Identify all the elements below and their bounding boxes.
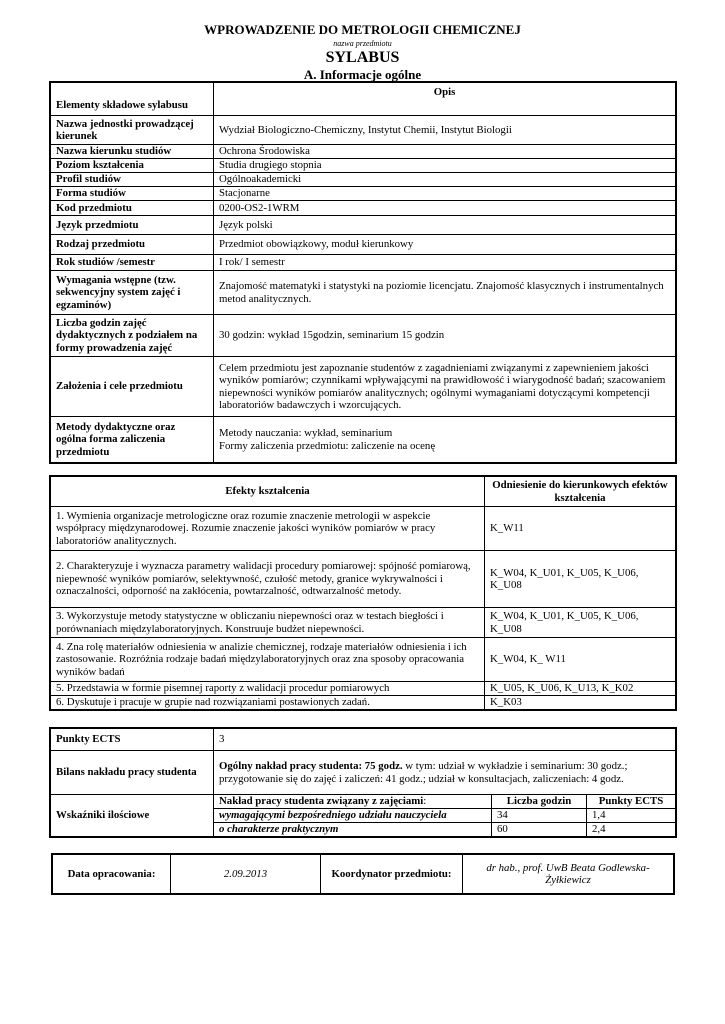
- header-cell: Odniesienie do kierunkowych efektów kształcenia: [485, 477, 676, 507]
- indicator-label: o charakterze praktycznym: [214, 823, 492, 837]
- outcome-text: 5. Przedstawia w formie pisemnej raporty z walidacji procedur pomiarowych: [51, 682, 485, 696]
- row-value: I rok/ I semestr: [214, 255, 676, 271]
- table-header-row: [51, 83, 676, 116]
- row-label: Nazwa kierunku studiów: [51, 145, 214, 159]
- outcome-text: 3. Wykorzystuje metody statystyczne w obliczaniu niepewności oraz w testach biegłości i porównaniach międzylaboratoryjnych. Konstruuje budżet niepewności.: [51, 608, 485, 638]
- row-value: Celem przedmiotu jest zapoznanie studentów z zagadnieniami związanymi z zapewnieniem jakości wyników pomiarów; czynnikami wpływającymi na prawidłowość i wiarygodność badań; szacowaniem niepewności wyników pomiarów analitycznych; ogólnymi wymaganiami dotyczącymi kompetencji laboratoriów badawczych i wzorcujących.: [214, 357, 676, 417]
- row-value: 0200-OS2-1WRM: [214, 201, 676, 216]
- indicator-hours: 60: [492, 823, 587, 837]
- table-row: [51, 255, 676, 271]
- outcome-text: 4. Zna rolę materiałów odniesienia w analizie chemicznej, rodzaje materiałów odniesienia i ich zastosowanie. Rozróżnia rodzaje badań międzylaboratoryjnych oraz zna sposoby opracowania wyników badań: [51, 638, 485, 682]
- table-row: [51, 729, 676, 751]
- ects-table: [50, 728, 676, 837]
- table-row: [51, 145, 676, 159]
- date-value: 2.09.2013: [171, 855, 321, 894]
- row-label: Forma studiów: [51, 187, 214, 201]
- indicators-header-text: Nakład pracy studenta związany z zajęciami: [219, 795, 424, 808]
- outcome-ref: K_W04, K_U01, K_U05, K_U06, K_U08: [485, 551, 676, 608]
- workload-total: Ogólny nakład pracy studenta: 75 godz.: [219, 760, 403, 773]
- table-row: [51, 357, 676, 417]
- ects-points-header: Punkty ECTS: [587, 795, 676, 809]
- table-row: [51, 696, 676, 710]
- row-value: Wydział Biologiczno-Chemiczny, Instytut Chemii, Instytut Biologii: [214, 116, 676, 145]
- table-row: [51, 682, 676, 696]
- indicators-header-colon: :: [423, 795, 427, 808]
- outcome-text: 1. Wymienia organizacje metrologiczne oraz rozumie znaczenie metrologii w aspekcie współpracy międzynarodowej. Rozumie znaczenie jakości wyników pomiarów w pracy laboratoriów analitycznych.: [51, 507, 485, 551]
- row-label: Rok studiów /semestr: [51, 255, 214, 271]
- outcomes-table: [50, 476, 676, 710]
- row-value-line: Metody nauczania: wykład, seminarium: [219, 427, 393, 440]
- header-cell: Opis: [214, 83, 676, 116]
- indicator-ects: 1,4: [587, 809, 676, 823]
- outcome-ref: K_W04, K_U01, K_U05, K_U06, K_U08: [485, 608, 676, 638]
- table-row: [51, 315, 676, 357]
- table-row: [51, 173, 676, 187]
- outcome-ref: K_W04, K_ W11: [485, 638, 676, 682]
- table-row: [51, 417, 676, 463]
- outcome-ref: K_K03: [485, 696, 676, 710]
- indicators-header: [214, 795, 492, 809]
- section-heading: A. Informacje ogólne: [303, 67, 422, 82]
- row-label: Metody dydaktyczne oraz ogólna forma zaliczenia przedmiotu: [51, 417, 214, 463]
- row-label: Język przedmiotu: [51, 216, 214, 235]
- header-cell: Efekty kształcenia: [51, 477, 485, 507]
- table-row: [51, 608, 676, 638]
- course-title: WPROWADZENIE DO METROLOGII CHEMICZNEJ: [204, 22, 521, 37]
- table-row: [51, 116, 676, 145]
- row-value: Ogólnoakademicki: [214, 173, 676, 187]
- outcome-text: 6. Dyskutuje i pracuje w grupie nad rozwiązaniami postawionych zadań.: [51, 696, 485, 710]
- table-row: [51, 551, 676, 608]
- table-row: [51, 507, 676, 551]
- table-row: [51, 187, 676, 201]
- table-row: [51, 271, 676, 315]
- workload-label: Bilans nakładu pracy studenta: [51, 751, 214, 795]
- row-label: Liczba godzin zajęć dydaktycznych z podziałem na formy prowadzenia zajęć: [51, 315, 214, 357]
- indicator-hours: 34: [492, 809, 587, 823]
- footer-table: [52, 854, 674, 894]
- row-label: Nazwa jednostki prowadzącej kierunek: [51, 116, 214, 145]
- table-row: [51, 638, 676, 682]
- row-label: Poziom kształcenia: [51, 159, 214, 173]
- table-row: [51, 201, 676, 216]
- hours-header: Liczba godzin: [492, 795, 587, 809]
- row-value: 30 godzin: wykład 15godzin, seminarium 15 godzin: [214, 315, 676, 357]
- row-value-line: Formy zaliczenia przedmiotu: zaliczenie na ocenę: [219, 439, 436, 452]
- table-row: [51, 795, 676, 809]
- indicators-label: Wskaźniki ilościowe: [51, 795, 214, 837]
- outcome-ref: K_U05, K_U06, K_U13, K_K02: [485, 682, 676, 696]
- row-value: Przedmiot obowiązkowy, moduł kierunkowy: [214, 235, 676, 255]
- outcome-text: 2. Charakteryzuje i wyznacza parametry walidacji procedury pomiarowej: spójność pomiarową, niepewność wyników pomiarów, selektywność, czułość metody, granice wykrywalności i oznaczalności, odporność na zakłócenia, powtarzalność, odtwarzalność metody.: [51, 551, 485, 608]
- table-row: [51, 751, 676, 795]
- coordinator-value: dr hab., prof. UwB Beata Godlewska-Żyłkiewicz: [463, 855, 674, 894]
- row-label: Wymagania wstępne (tzw. sekwencyjny system zajęć i egzaminów): [51, 271, 214, 315]
- row-value: Język polski: [214, 216, 676, 235]
- indicator-ects: 2,4: [587, 823, 676, 837]
- table-header-row: [51, 477, 676, 507]
- row-value: Ochrona Środowiska: [214, 145, 676, 159]
- table-row: [51, 235, 676, 255]
- coordinator-label: Koordynator przedmiotu:: [321, 855, 463, 894]
- row-label: Założenia i cele przedmiotu: [51, 357, 214, 417]
- course-caption: nazwa przedmiotu: [333, 39, 392, 48]
- outcome-ref: K_W11: [485, 507, 676, 551]
- row-value: [214, 417, 676, 463]
- ects-value: 3: [214, 729, 676, 751]
- row-value: Studia drugiego stopnia: [214, 159, 676, 173]
- row-label: Rodzaj przedmiotu: [51, 235, 214, 255]
- workload-value: [214, 751, 676, 795]
- table-row: [53, 855, 674, 894]
- workload-detail: w tym: udział w wykładzie i seminarium: 30 godz.; przygotowanie się do zajęć i zaliczeń: 41 godz.; udział w konsultacjach, zaliczeniach: 4 godz.: [219, 760, 628, 785]
- header-cell: Elementy składowe sylabusu: [51, 83, 214, 116]
- document-title: SYLABUS: [325, 49, 400, 66]
- row-label: Kod przedmiotu: [51, 201, 214, 216]
- table-row: [51, 159, 676, 173]
- indicator-label: wymagającymi bezpośredniego udziału nauczyciela: [214, 809, 492, 823]
- row-label: Profil studiów: [51, 173, 214, 187]
- row-value: Stacjonarne: [214, 187, 676, 201]
- general-info-table: [50, 82, 676, 463]
- ects-label: Punkty ECTS: [51, 729, 214, 751]
- date-label: Data opracowania:: [53, 855, 171, 894]
- table-row: [51, 216, 676, 235]
- row-value: Znajomość matematyki i statystyki na poziomie licencjatu. Znajomość klasycznych i instrumentalnych metod analitycznych.: [214, 271, 676, 315]
